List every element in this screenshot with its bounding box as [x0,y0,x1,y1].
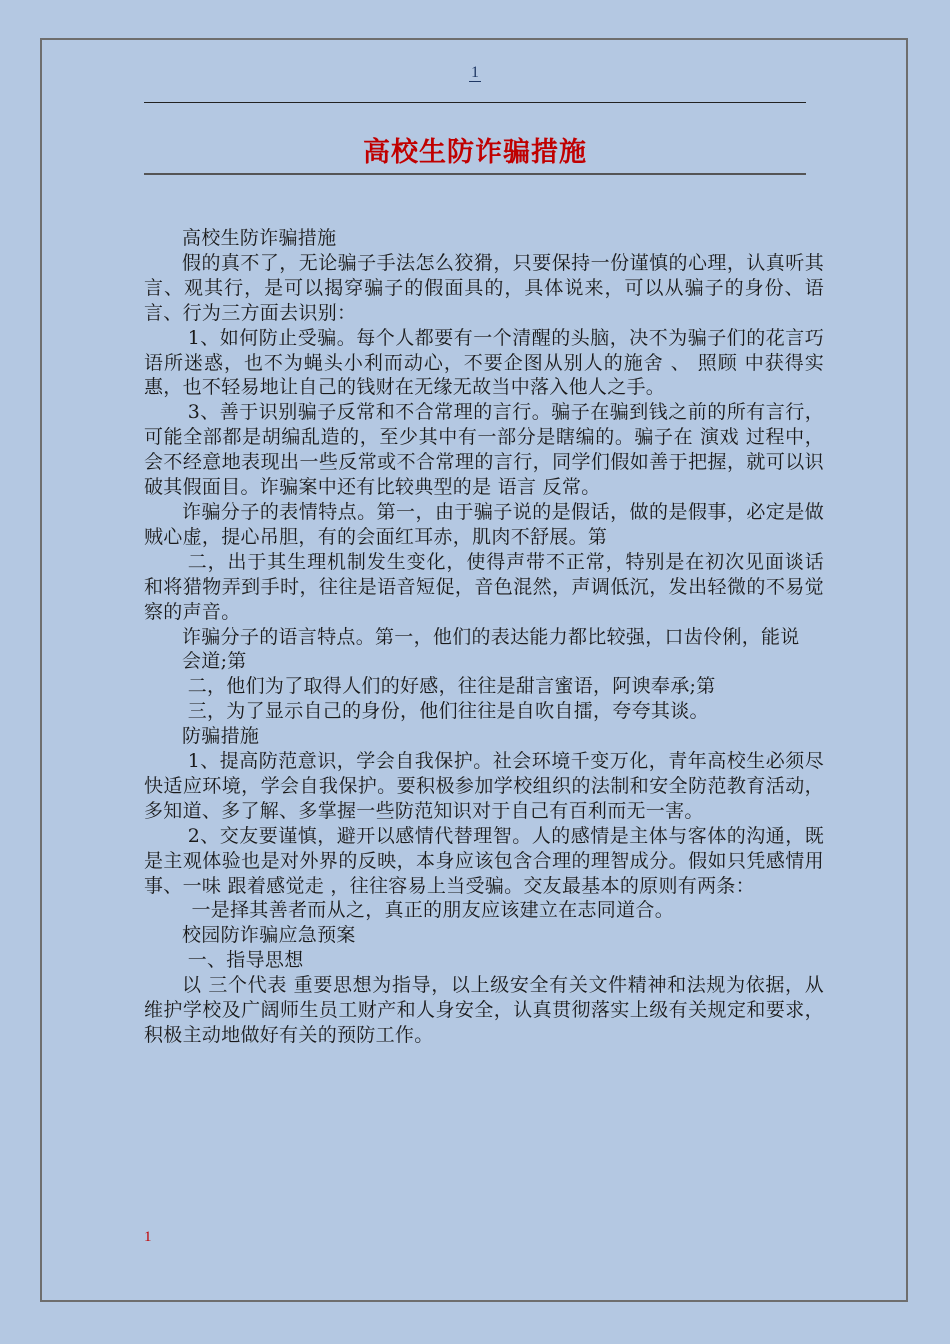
paragraph: 3、善于识别骗子反常和不合常理的言行。骗子在骗到钱之前的所有言行，可能全部都是胡编乱造的，至少其中有一部分是瞎编的。骗子在 演戏 过程中，会不经意地表现出一些反常或不合常理的言行，同学们假如善于把握，就可以识破其假面目。诈骗案中还有比较典型的是 语言 反常。 [144,401,824,499]
paragraph: 假的真不了，无论骗子手法怎么狡猾，只要保持一份谨慎的心理，认真听其言、观其行，是可以揭穿骗子的假面具的，具体说来，可以从骗子的身份、语言、行为三方面去识别： [144,251,824,324]
paragraph: 二，他们为了取得人们的好感，往往是甜言蜜语，阿谀奉承;第 [187,675,716,698]
title-rule [144,173,806,175]
paragraph: 1、如何防止受骗。每个人都要有一个清醒的头脑，决不为骗子们的花言巧语所迷惑，也不为蝇头小利而动心，不要企图从别人的施舍 、 照顾 中获得实惠，也不轻易地让自己的钱财在无缘无故当中落入他人之手。 [144,326,824,399]
paragraph: 以 三个代表 重要思想为指导，以上级安全有关文件精神和法规为依据，从维护学校及广阔师生员工财产和人身安全，认真贯彻落实上级有关规定和要求，积极主动地做好有关的预防工作。 [144,974,824,1046]
paragraph: 诈骗分子的表情特点。第一，由于骗子说的是假话，做的是假事，必定是做贼心虚，提心吊胆，有的会面红耳赤，肌肉不舒展。第 [144,500,824,548]
document-body [144,226,824,1048]
section-heading: 校园防诈骗应急预案 [182,924,356,947]
paragraph: 高校生防诈骗措施 [182,227,337,249]
section-heading: 防骗措施 [182,725,260,748]
paragraph: 2、交友要谨慎，避开以感情代替理智。人的感情是主体与客体的沟通，既是主观体验也是对外界的反映，本身应该包含合理的理智成分。假如只凭感情用事、一味 跟着感觉走 ，往往容易上当受骗。交友最基本的原则有两条： [144,824,824,897]
paragraph: 1、提高防范意识，学会自我保护。社会环境千变万化，青年高校生必须尽快适应环境，学会自我保护。要积极参加学校组织的法制和安全防范教育活动，多知道、多了解、多掌握一些防范知识对于自己有百利而无一害。 [144,750,824,822]
header-rule [144,102,806,103]
footer-page-number: 1 [144,1229,152,1245]
paragraph: 三，为了显示自己的身份，他们往往是自吹自擂，夸夸其谈。 [187,700,709,723]
paragraph: 会道;第 [182,650,247,673]
section-heading: 一、指导思想 [187,949,304,972]
header-page-number: 1 [471,64,479,81]
paragraph: 诈骗分子的语言特点。第一，他们的表达能力都比较强，口齿伶俐，能说 [182,625,800,648]
paragraph: 二，出于其生理机制发生变化，使得声带不正常，特别是在初次见面谈话和将猎物弄到手时，往往是语音短促，音色混然，声调低沉，发出轻微的不易觉察的声音。 [144,550,824,623]
paragraph: 一是择其善者而从之，真正的朋友应该建立在志同道合。 [191,899,675,922]
document-title: 高校生防诈骗措施 [363,137,587,168]
